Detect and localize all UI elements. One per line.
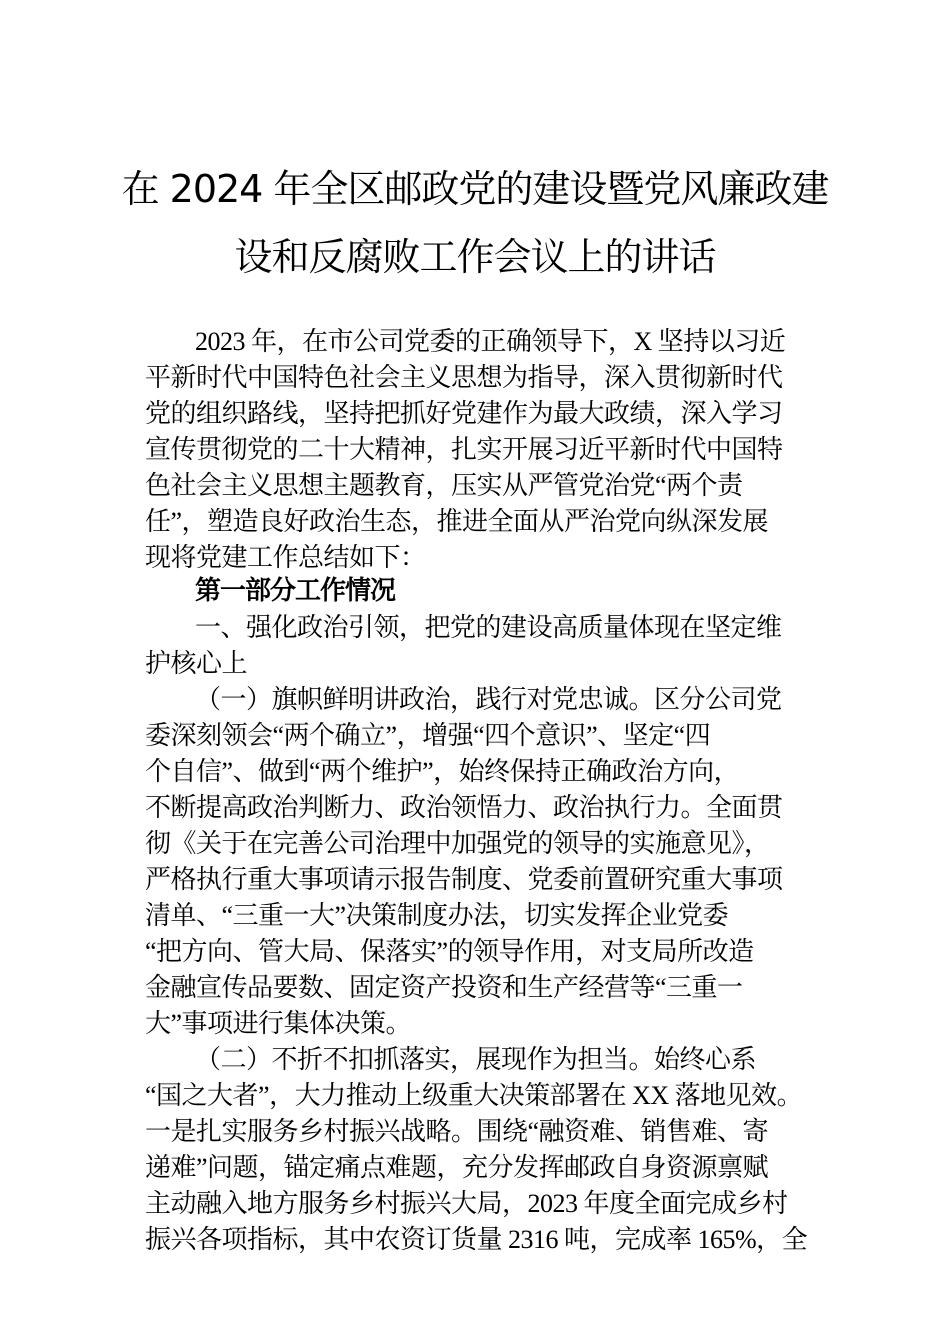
paragraph-line: 色社会主义思想主题教育，压实从严管党治党“两个责 (145, 471, 743, 500)
paragraph-line: “把方向、管大局、保落实”的领导作用，对支局所改造 (145, 937, 754, 966)
paragraph-line: 振兴各项指标，其中农资订货量 2316 吨，完成率 165%，全 (145, 1225, 808, 1254)
subsection-heading-line: 一、强化政治引领，把党的建设高质量体现在坚定维 (195, 613, 782, 642)
paragraph-line: 2023 年，在市公司党委的正确领导下，X 坚持以习近 (195, 327, 786, 356)
paragraph-line: 一是扎实服务乡村振兴战略。围绕“融资难、销售难、寄 (145, 1117, 769, 1146)
section-heading: 第一部分工作情况 (195, 576, 396, 606)
paragraph-line: 主动融入地方服务乡村振兴大局，2023 年度全面完成乡村 (145, 1189, 788, 1218)
document-title-line-2: 设和反腐败工作会议上的讲话 (234, 235, 716, 279)
paragraph-line: 不断提高政治判断力、政治领悟力、政治执行力。全面贯 (145, 793, 783, 822)
paragraph-line: 彻《关于在完善公司治理中加强党的领导的实施意见》， (145, 829, 770, 858)
paragraph-line: （二）不折不扣抓落实，展现作为担当。始终心系 (195, 1045, 757, 1074)
paragraph-line: （一）旗帜鲜明讲政治，践行对党忠诚。区分公司党 (195, 685, 782, 714)
paragraph-line: 任”，塑造良好政治生态，推进全面从严治党向纵深发展 (145, 507, 769, 536)
paragraph-line: 宣传贯彻党的二十大精神，扎实开展习近平新时代中国特 (145, 435, 783, 464)
paragraph-line: 金融宣传品要数、固定资产投资和生产经营等“三重一 (145, 973, 743, 1002)
paragraph-line: 现将党建工作总结如下： (145, 543, 426, 572)
paragraph-line: 委深刻领会“两个确立”，增强“四个意识”、坚定“四 (145, 721, 711, 750)
paragraph-line: “国之大者”，大力推动上级重大决策部署在 XX 落地见效。 (145, 1081, 803, 1110)
paragraph-line: 党的组织路线，坚持把抓好党建作为最大政绩，深入学习 (145, 399, 783, 428)
paragraph-line: 递难”问题，锚定痛点难题，充分发挥邮政自身资源禀赋 (145, 1153, 769, 1182)
paragraph-line: 大”事项进行集体决策。 (145, 1009, 412, 1038)
paragraph-line: 个自信”、做到“两个维护”，始终保持正确政治方向， (145, 757, 740, 786)
subsection-heading-line: 护核心上 (145, 649, 248, 678)
paragraph-line: 严格执行重大事项请示报告制度、党委前置研究重大事项 (145, 865, 783, 894)
paragraph-line: 清单、“三重一大”决策制度办法，切实发挥企业党委 (145, 901, 729, 930)
document-title-line-1: 在 2024 年全区邮政党的建设暨党风廉政建 (121, 167, 829, 211)
paragraph-line: 平新时代中国特色社会主义思想为指导，深入贯彻新时代 (145, 363, 783, 392)
